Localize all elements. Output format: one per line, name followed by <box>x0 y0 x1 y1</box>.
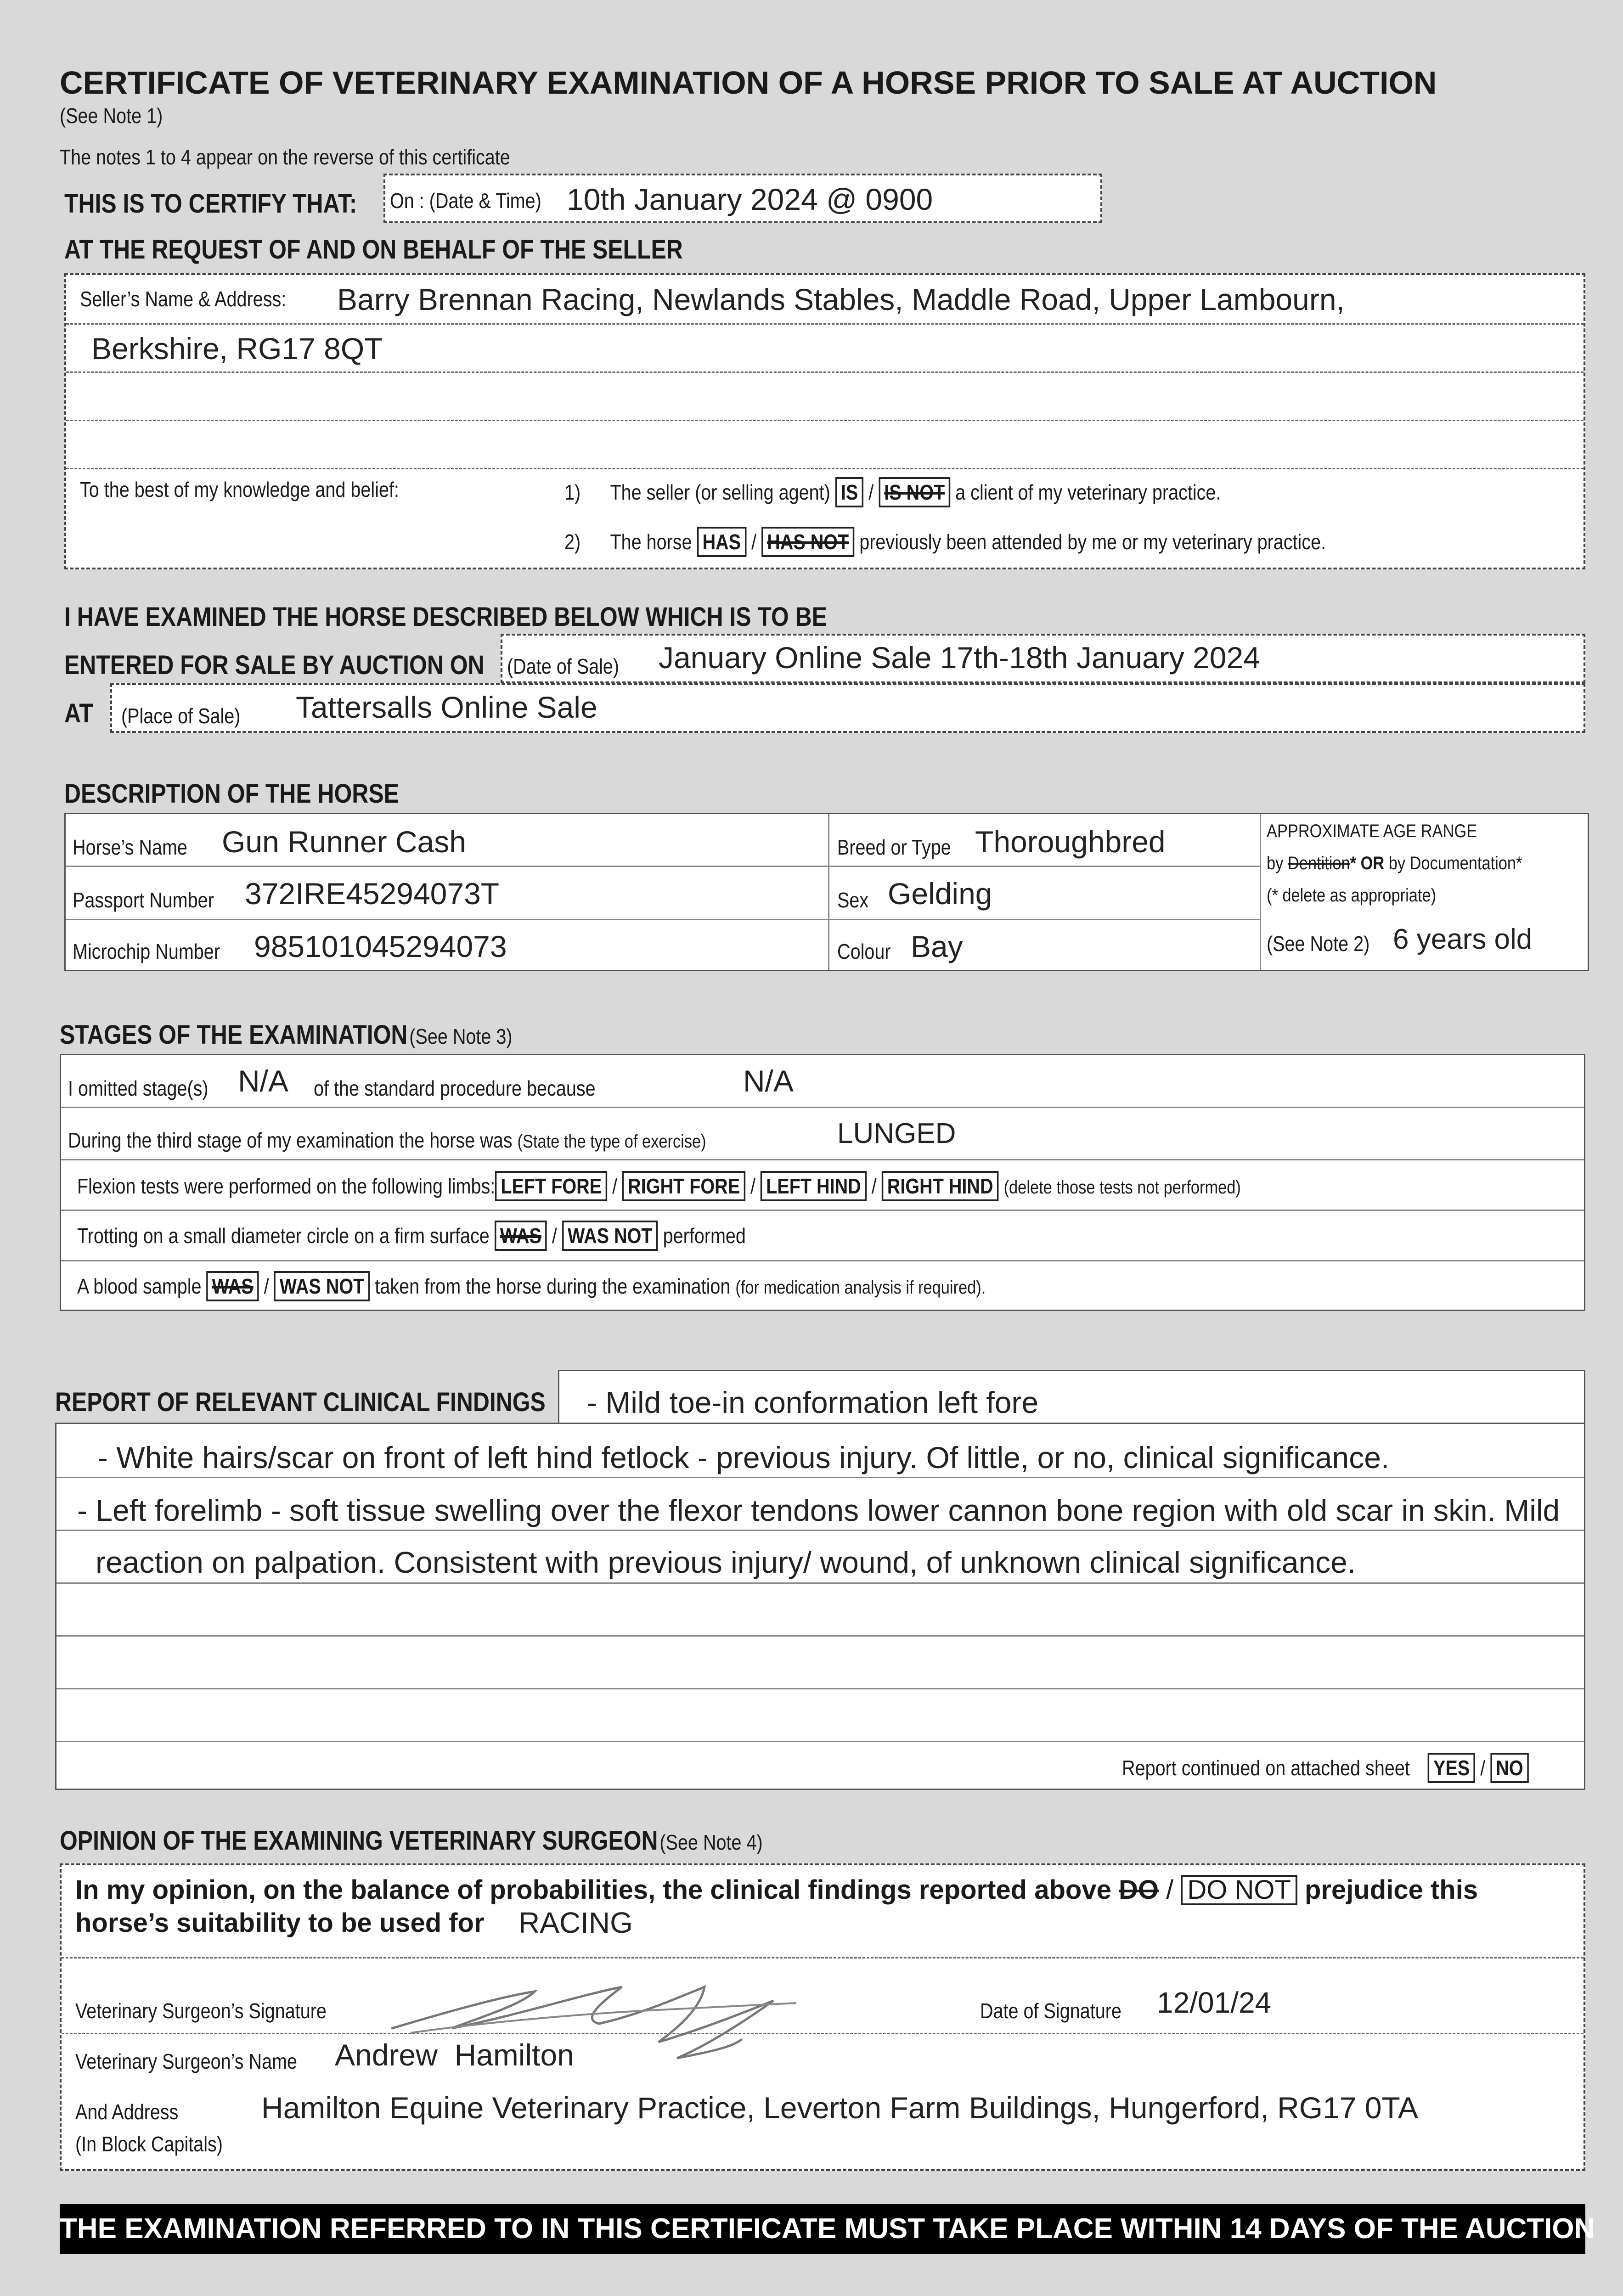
blood-post: taken from the horse during the examination <box>375 1274 731 1298</box>
sex-label: Sex <box>837 888 869 912</box>
third-stage-label <box>68 1128 706 1153</box>
report-continued-label: Report continued on attached sheet <box>1122 1756 1410 1780</box>
blood-row <box>77 1271 986 1301</box>
age-by: by <box>1267 853 1284 873</box>
opinion-line-2: horse’s suitability to be used for <box>75 1908 485 1938</box>
third-stage-text: During the third stage of my examination the horse was <box>68 1128 513 1152</box>
blood-was-option[interactable]: WAS <box>207 1271 259 1301</box>
age-by-documentation[interactable]: by Documentation* <box>1388 853 1522 873</box>
description-table <box>64 813 1589 971</box>
knowledge-label: To the best of my knowledge and belief: <box>80 478 399 501</box>
breed-label: Breed or Type <box>837 835 951 859</box>
omitted-value: N/A <box>238 1064 289 1098</box>
age-see-note: (See Note 2) <box>1267 932 1370 956</box>
knowledge-item-2 <box>564 527 1326 557</box>
request-label: AT THE REQUEST OF AND ON BEHALF OF THE SELLER <box>64 235 683 264</box>
stages-note: (See Note 3) <box>409 1024 513 1048</box>
date-signature-label: Date of Signature <box>980 1999 1121 2023</box>
age-delete-note: (* delete as appropriate) <box>1267 885 1437 906</box>
flex-right-fore[interactable]: RIGHT FORE <box>622 1171 745 1201</box>
address-label: And Address <box>75 2100 179 2124</box>
trot-was-option[interactable]: WAS <box>495 1221 547 1251</box>
passport-value: 372IRE45294073T <box>245 877 500 911</box>
blood-sep: / <box>264 1274 269 1298</box>
stages-heading-text: STAGES OF THE EXAMINATION <box>60 1020 408 1050</box>
colour-label: Colour <box>837 940 891 963</box>
microchip-label: Microchip Number <box>73 940 220 963</box>
entered-label: ENTERED FOR SALE BY AUCTION ON <box>64 650 485 680</box>
seller-label: Seller’s Name & Address: <box>80 287 287 311</box>
vet-name-label: Veterinary Surgeon’s Name <box>75 2049 298 2073</box>
blood-label: A blood sample <box>77 1274 202 1298</box>
because-value: N/A <box>743 1064 794 1098</box>
passport-label: Passport Number <box>73 888 214 912</box>
opinion-heading <box>60 1825 763 1856</box>
seller-box <box>64 273 1585 569</box>
footer-text: THE EXAMINATION REFERRED TO IN THIS CERTIFICATE MUST TAKE PLACE WITHIN 14 DAYS OF THE AUCTION <box>60 2213 1595 2245</box>
description-heading: DESCRIPTION OF THE HORSE <box>64 779 399 809</box>
is-option[interactable]: IS <box>835 477 863 507</box>
opinion-text-post: prejudice this <box>1305 1875 1478 1905</box>
trotting-row <box>77 1221 746 1251</box>
continued-sep: / <box>1480 1756 1486 1780</box>
flex-sep-1: / <box>612 1174 618 1198</box>
age-or: * OR <box>1350 853 1385 873</box>
report-heading: REPORT OF RELEVANT CLINICAL FINDINGS <box>55 1387 546 1417</box>
opinion-sep: / <box>1166 1875 1174 1905</box>
signature-label: Veterinary Surgeon’s Signature <box>75 1999 327 2023</box>
age-dentition-option[interactable]: Dentition <box>1287 853 1350 873</box>
colour-value: Bay <box>911 929 963 963</box>
report-line-2: - White hairs/scar on front of left hind fetlock - previous injury. Of little, or no, clinical significance. <box>98 1441 1390 1474</box>
continued-no-option[interactable]: NO <box>1490 1753 1528 1783</box>
item-1-post: a client of my veterinary practice. <box>955 480 1221 504</box>
opinion-text: In my opinion, on the balance of probabilities, the clinical findings reported above <box>75 1875 1111 1905</box>
flex-left-fore[interactable]: LEFT FORE <box>495 1171 607 1201</box>
see-note-1: (See Note 1) <box>60 104 163 128</box>
opinion-line-1 <box>75 1874 1478 1905</box>
seller-address-line-1: Barry Brennan Racing, Newlands Stables, Maddle Road, Upper Lambourn, <box>337 282 1345 316</box>
trot-was-not-option[interactable]: WAS NOT <box>562 1221 658 1251</box>
report-line-3: - Left forelimb - soft tissue swelling over the flexor tendons lower cannon bone region with old scar in skin. Mild <box>77 1493 1560 1527</box>
report-line-1: - Mild toe-in conformation left fore <box>587 1385 1039 1419</box>
trot-post: performed <box>663 1224 746 1248</box>
flex-sep-2: / <box>750 1174 756 1198</box>
date-of-sale-field[interactable] <box>501 634 1585 683</box>
third-stage-value: LUNGED <box>837 1118 956 1149</box>
place-of-sale-label: (Place of Sale) <box>121 704 241 728</box>
trot-sep: / <box>552 1224 557 1248</box>
has-not-option[interactable]: HAS NOT <box>761 527 854 557</box>
opinion-note: (See Note 4) <box>659 1830 763 1854</box>
continued-yes-option[interactable]: YES <box>1428 1753 1475 1783</box>
footer-banner <box>60 2204 1595 2254</box>
date-of-sale-label: (Date of Sale) <box>507 654 620 678</box>
knowledge-item-1 <box>564 477 1221 507</box>
date-time-field[interactable] <box>383 174 1102 223</box>
is-not-option[interactable]: IS NOT <box>879 477 950 507</box>
place-of-sale-value: Tattersalls Online Sale <box>296 690 597 724</box>
flexion-label: Flexion tests were performed on the following limbs: <box>77 1174 496 1198</box>
sex-value: Gelding <box>888 877 992 911</box>
place-of-sale-field[interactable] <box>110 683 1585 733</box>
blood-note: (for medication analysis if required). <box>735 1277 986 1298</box>
third-stage-note: (State the type of exercise) <box>517 1131 706 1152</box>
blood-was-not-option[interactable]: WAS NOT <box>274 1271 370 1301</box>
examined-label: I HAVE EXAMINED THE HORSE DESCRIBED BELOW WHICH IS TO BE <box>64 602 827 632</box>
flex-left-hind[interactable]: LEFT HIND <box>761 1171 867 1201</box>
seller-address-line-2: Berkshire, RG17 8QT <box>91 332 383 366</box>
report-continued <box>1122 1753 1529 1783</box>
flex-sep-3: / <box>871 1174 877 1198</box>
certificate-title <box>60 64 1437 101</box>
age-heading: APPROXIMATE AGE RANGE <box>1267 821 1477 841</box>
opinion-heading-text: OPINION OF THE EXAMINING VETERINARY SURGEON <box>60 1826 658 1856</box>
stages-heading <box>60 1019 513 1050</box>
title-text: CERTIFICATE OF VETERINARY EXAMINATION OF A HORSE PRIOR TO SALE AT AUCTION <box>60 65 1437 101</box>
has-option[interactable]: HAS <box>697 527 747 557</box>
report-first-line-box <box>558 1370 1585 1423</box>
trotting-label: Trotting on a small diameter circle on a firm surface <box>77 1224 490 1248</box>
omitted-label: I omitted stage(s) <box>68 1076 209 1100</box>
report-box <box>55 1423 1585 1790</box>
opinion-box <box>60 1863 1585 2171</box>
at-label: AT <box>64 698 93 728</box>
item-1-separator: / <box>868 480 874 504</box>
report-line-4: reaction on palpation. Consistent with previous injury/ wound, of unknown clinical significance. <box>96 1545 1356 1579</box>
omitted-because-label: of the standard procedure because <box>314 1076 596 1100</box>
on-label: On : (Date & Time) <box>390 189 541 213</box>
date-of-sale-value: January Online Sale 17th-18th January 2024 <box>659 641 1260 675</box>
horse-name-label: Horse’s Name <box>73 835 187 859</box>
item-2-post: previously been attended by me or my veterinary practice. <box>859 530 1326 554</box>
address-note: (In Block Capitals) <box>75 2132 223 2156</box>
flex-note: (delete those tests not performed) <box>1003 1177 1241 1198</box>
item-2-separator: / <box>751 530 757 554</box>
do-option[interactable]: DO <box>1118 1875 1159 1905</box>
horse-name-value: Gun Runner Cash <box>222 825 466 859</box>
item-2-number: 2) <box>564 530 581 554</box>
flexion-row <box>77 1171 1241 1201</box>
age-value: 6 years old <box>1393 923 1533 955</box>
breed-value: Thoroughbred <box>975 825 1166 859</box>
on-value: 10th January 2024 @ 0900 <box>567 182 933 216</box>
notes-line: The notes 1 to 4 appear on the reverse of this certificate <box>60 145 510 169</box>
stages-table <box>60 1054 1585 1311</box>
flex-right-hind[interactable]: RIGHT HIND <box>882 1171 999 1201</box>
age-method <box>1267 853 1522 874</box>
vet-address-value: Hamilton Equine Veterinary Practice, Leverton Farm Buildings, Hungerford, RG17 0TA <box>261 2091 1418 2125</box>
item-1-number: 1) <box>564 480 581 504</box>
date-signature-value: 12/01/24 <box>1157 1986 1272 2019</box>
item-1-text: The seller (or selling agent) <box>610 480 830 504</box>
certify-label: THIS IS TO CERTIFY THAT: <box>64 189 357 219</box>
item-2-text: The horse <box>610 530 692 554</box>
do-not-option[interactable]: DO NOT <box>1181 1875 1297 1905</box>
purpose-value: RACING <box>518 1906 633 1939</box>
microchip-value: 985101045294073 <box>254 929 507 963</box>
vet-name-value: Andrew Hamilton <box>335 2038 574 2072</box>
